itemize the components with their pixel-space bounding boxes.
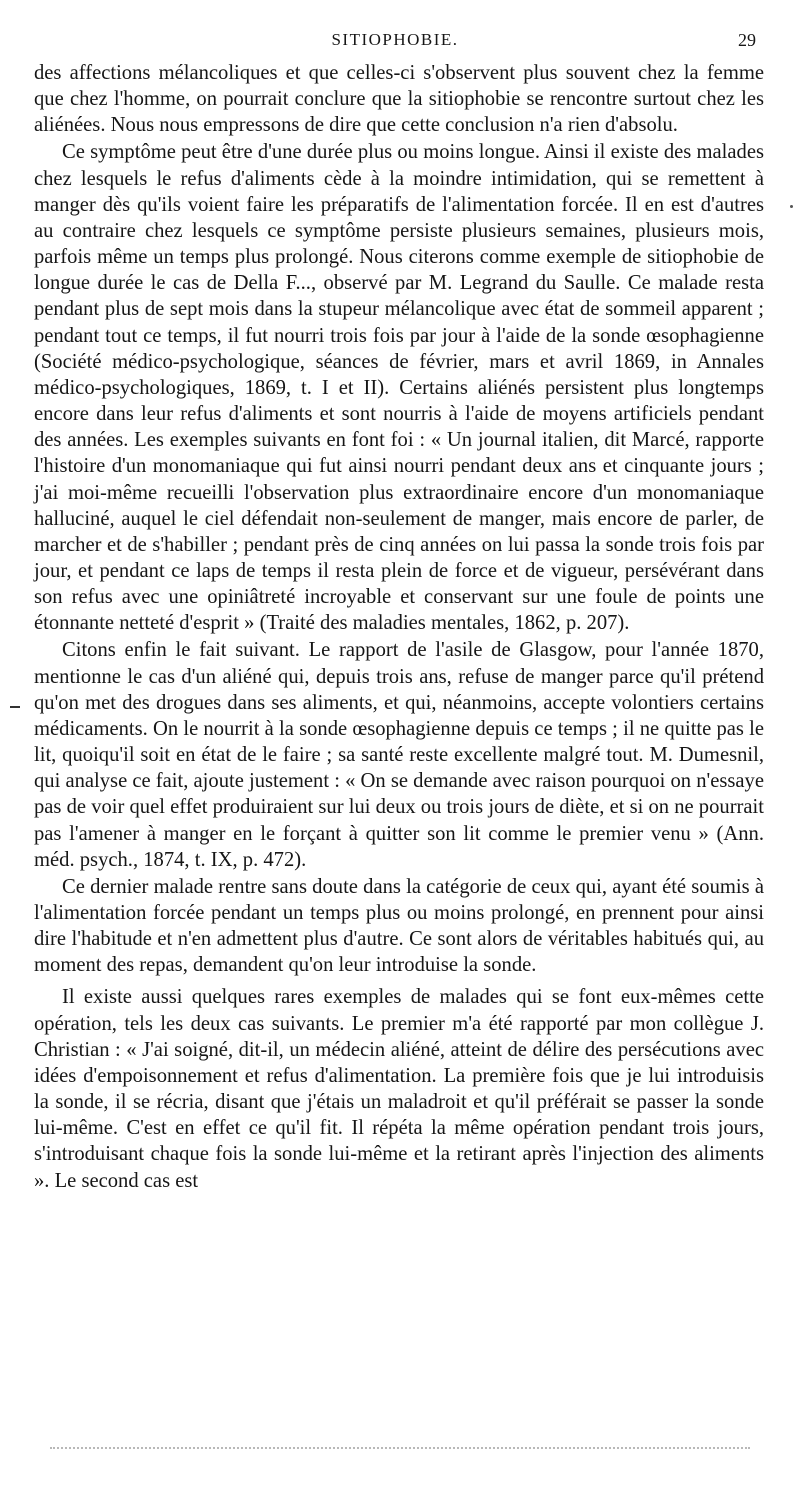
- paragraph-3: Citons enfin le fait suivant. Le rapport de l'asile de Glasgow, pour l'année 1870, mentionne le cas d'un aliéné qui, depuis trois ans, refuse de manger parce qu'il prétend qu'on met des drogues dans ses aliments, et qui, néanmoins, accepte volontiers certains médicaments. On le nourrit à la sonde œsophagienne depuis ce temps ; il ne quitte pas le lit, quoiqu'il soit en état de le faire ; sa santé reste excellente malgré tout. M. Dumesnil, qui analyse ce fait, ajoute justement : « On se demande avec raison pourquoi on n'essaye pas de voir quel effet produiraient sur lui deux ou trois jours de diète, et si on ne pourrait pas l'amener à manger en le forçant à quitter son lit comme le premier venu » (Ann. méd. psych., 1874, t. IX, p. 472).: [34, 639, 764, 871]
- body-text: [34, 60, 764, 1194]
- paragraph-5: Il existe aussi quelques rares exemples de malades qui se font eux-mêmes cette opération, tels les deux cas suivants. Le premier m'a été rapporté par mon collègue J. Christian : « J'ai soigné, dit-il, un médecin aliéné, atteint de délire des persécutions avec idées d'empoisonnement et refus d'alimentation. La première fois que je lui introduisis la sonde, il se récria, disant que j'étais un maladroit et qu'il préférait se passer la sonde lui-même. C'est en effet ce qu'il fit. Il répéta la même opération pendant trois jours, s'introduisant chaque fois la sonde lui-même et la retirant après l'injection des aliments ». Le second cas est: [34, 986, 764, 1192]
- page-number: 29: [738, 30, 756, 50]
- faint-footer-rule: [50, 1447, 750, 1449]
- running-header: [34, 30, 756, 54]
- paragraph-2: Ce symptôme peut être d'une durée plus ou moins longue. Ainsi il existe des malades chez lesquels le refus d'aliments cède à la moindre intimidation, qui se remettent à manger dès qu'ils voient faire les préparatifs de l'alimentation forcée. Il en est d'autres au contraire chez lesquels ce symptôme persiste plusieurs semaines, plusieurs mois, parfois même un temps plus prolongé. Nous citerons comme exemple de sitiophobie de longue durée le cas de Della F..., observé par M. Legrand du Saulle. Ce malade resta pendant plus de sept mois dans la stupeur mélancolique avec état de sommeil apparent ; pendant tout ce temps, il fut nourri trois fois par jour à l'aide de la sonde œsophagienne (Société médico-psychologique, séances de février, mars et avril 1869, in Annales médico-psychologiques, 1869, t. I et II). Certains aliénés persistent plus longtemps encore dans leur refus d'aliments et sont nourris à l'aide de moyens artificiels pendant des années. Les exemples suivants en font foi : « Un journal italien, dit Marcé, rapporte l'histoire d'un monomaniaque qui fut ainsi nourri pendant deux ans et cinquante jours ; j'ai moi-même recueilli l'observation plus extraordinaire encore d'un monomaniaque halluciné, auquel le ciel défendait non-seulement de manger, mais encore de parler, de marcher et de s'habiller ; pendant près de cinq années on lui passa la sonde trois fois par jour, et pendant ce laps de temps il resta plein de force et de vigueur, persévérant dans son refus avec une opiniâtreté incroyable et conservant sur une foule de points une étonnante netteté d'esprit » (Traité des maladies mentales, 1862, p. 207).: [34, 141, 764, 635]
- running-title: SITIOPHOBIE.: [331, 30, 459, 49]
- paragraph-1: des affections mélancoliques et que celles-ci s'observent plus souvent chez la femme que chez l'homme, on pourrait conclure que la sitiophobie se rencontre surtout chez les aliénées. Nous nous empressons de dire que cette conclusion n'a rien d'absolu.: [34, 62, 764, 137]
- paragraph-4: Ce dernier malade rentre sans doute dans la catégorie de ceux qui, ayant été soumis à l'alimentation forcée pendant un temps plus ou moins prolongé, en prennent pour ainsi dire l'habitude et n'en admettent plus d'autre. Ce sont alors de véritables habitués qui, au moment des repas, demandent qu'on leur introduise la sonde.: [34, 875, 764, 977]
- margin-dash: [10, 706, 20, 708]
- margin-speck: [790, 205, 793, 208]
